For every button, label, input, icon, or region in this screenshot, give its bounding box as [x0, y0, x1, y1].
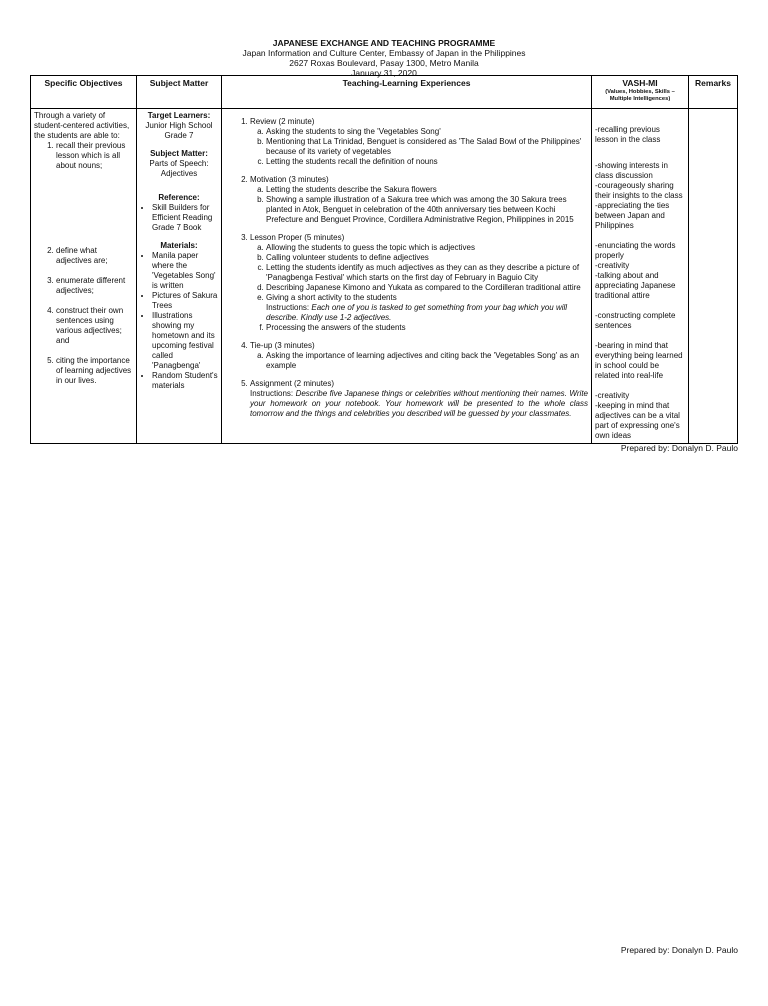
list-item: 2. define what adjectives are; — [56, 246, 133, 266]
list-item: -talking about and appreciating Japanese traditional attire — [595, 271, 676, 300]
prepared-by-footer: Prepared by: Donalyn D. Paulo — [620, 945, 738, 955]
header-teaching-learning: Teaching-Learning Experiences — [222, 76, 592, 109]
tle-review — [250, 117, 588, 167]
list-item: d. Describing Japanese Kimono and Yukata as compared to the Cordilleran traditional attire — [266, 283, 588, 293]
table-row — [31, 109, 738, 444]
instructions-text: Each one of you is tasked to get something from your bag which you will describe. Kindly use 1-2 adjectives. — [266, 303, 568, 322]
document-header — [0, 38, 768, 78]
subject-matter-label: Subject Matter: — [150, 149, 208, 158]
list-item: 5. citing the importance of learning adjectives in our lives. — [56, 356, 133, 386]
list-item: -enunciating the words properly — [595, 241, 676, 260]
tle-motivation-title: Motivation (3 minutes) — [250, 175, 329, 184]
remarks-cell — [689, 109, 738, 444]
objectives-cell — [31, 109, 137, 444]
vash-mi-subtitle: (Values, Hobbies, Skills – Multiple Intelligences) — [605, 89, 675, 102]
subject-matter-value: Parts of Speech: Adjectives — [149, 159, 209, 178]
tle-lesson-title: Lesson Proper (5 minutes) — [250, 233, 345, 242]
materials-label: Materials: — [160, 241, 198, 250]
header-specific-objectives: Specific Objectives — [31, 76, 137, 109]
list-item: -courageously sharing their insights to the class — [595, 181, 683, 200]
list-item: -creativity — [595, 391, 630, 400]
list-item: 3. enumerate different adjectives; — [56, 276, 133, 296]
materials-list — [140, 251, 218, 391]
list-item: a. Asking the students to sing the 'Vegetables Song' — [266, 127, 588, 137]
list-item: -showing interests in class discussion — [595, 161, 668, 180]
header-remarks: Remarks — [689, 76, 738, 109]
list-item: • Manila paper where the 'Vegetables Song' is written — [152, 251, 218, 291]
document-title: JAPANESE EXCHANGE AND TEACHING PROGRAMME — [272, 38, 496, 48]
assignment-instructions — [250, 389, 588, 419]
list-item: a. Asking the importance of learning adjectives and citing back the 'Vegetables Song' as an example — [266, 351, 588, 371]
list-item: -appreciating the ties between Japan and Philippines — [595, 201, 670, 230]
header-address: 2627 Roxas Boulevard, Pasay 1300, Metro Manila — [289, 58, 479, 68]
tle-assignment-title: Assignment (2 minutes) — [250, 379, 335, 388]
list-item: • Skill Builders for Efficient Reading Grade 7 Book — [152, 203, 218, 233]
list-item: -bearing in mind that everything being learned in school could be related into real-life — [595, 341, 683, 380]
instructions-label: Instructions: — [266, 303, 310, 312]
target-learners-value: Junior High School Grade 7 — [145, 121, 213, 140]
tle-tieup — [250, 341, 588, 371]
list-item: c. Letting the students recall the definition of nouns — [266, 157, 588, 167]
tle-tieup-title: Tie-up (3 minutes) — [250, 341, 315, 350]
vash-mi-title: VASH-MI — [622, 78, 658, 88]
header-date: January 31, 2020 — [351, 68, 417, 78]
list-item: c. Letting the students identify as much adjectives as they can as they describe a picture of 'Panagbenga Festival' which starts on the first day of February in Baguio City — [266, 263, 588, 283]
reference-list — [140, 203, 218, 233]
list-item: -recalling previous lesson in the class — [595, 125, 661, 144]
tle-list — [225, 117, 588, 419]
list-item: -constructing complete sentences — [595, 311, 676, 330]
target-learners-label: Target Learners: — [147, 111, 211, 120]
list-item: b. Showing a sample illustration of a Sakura tree which was among the 30 Sakura trees planted in Atok, Benguet in celebration of the 40th anniversary ties between Kochi Prefecture and Benguet Province, Cordillera Administrative Region, Philippines in 2015 — [266, 195, 588, 225]
list-item: b. Calling volunteer students to define adjectives — [266, 253, 588, 263]
subject-matter-cell — [137, 109, 222, 444]
tle-assignment — [250, 379, 588, 419]
objectives-list — [34, 141, 133, 386]
tle-motivation — [250, 175, 588, 225]
lesson-plan-table — [30, 75, 738, 444]
reference-label: Reference: — [158, 193, 200, 202]
header-organization: Japan Information and Culture Center, Embassy of Japan in the Philippines — [242, 48, 526, 58]
list-item — [266, 293, 588, 323]
list-item: • Pictures of Sakura Trees — [152, 291, 218, 311]
activity-text: Giving a short activity to the students — [266, 293, 397, 302]
list-item: a. Letting the students describe the Sakura flowers — [266, 185, 588, 195]
vash-mi-cell — [592, 109, 689, 444]
list-item: f. Processing the answers of the students — [266, 323, 588, 333]
objectives-intro: Through a variety of student-centered activities, the students are able to: — [34, 111, 130, 140]
list-item: -creativity — [595, 261, 630, 270]
tle-review-title: Review (2 minute) — [250, 117, 315, 126]
teaching-learning-cell — [222, 109, 592, 444]
instructions-text: Describe five Japanese things or celebrities without mentioning their names. Write your homework on your notebook. Your homework will be presented to the whole class tomorrow and the things and celebrities you described will be guessed by your classmates. — [250, 389, 588, 418]
tle-lesson-proper — [250, 233, 588, 333]
list-item: a. Allowing the students to guess the topic which is adjectives — [266, 243, 588, 253]
list-item: • Illustrations showing my hometown and its upcoming festival called 'Panagbenga' — [152, 311, 218, 371]
list-item: -keeping in mind that adjectives can be a vital part of expressing one's own ideas — [595, 401, 680, 440]
header-vash-mi — [592, 76, 689, 109]
instructions-label: Instructions: — [250, 389, 294, 398]
table-header-row — [31, 76, 738, 109]
list-item: 4. construct their own sentences using various adjectives; and — [56, 306, 133, 346]
list-item: • Random Student's materials — [152, 371, 218, 391]
header-subject-matter: Subject Matter — [137, 76, 222, 109]
prepared-by: Prepared by: Donalyn D. Paulo — [620, 443, 738, 453]
list-item: 1. recall their previous lesson which is all about nouns; — [56, 141, 133, 171]
list-item: b. Mentioning that La Trinidad, Benguet is considered as 'The Salad Bowl of the Philippines' because of its variety of vegetables — [266, 137, 588, 157]
